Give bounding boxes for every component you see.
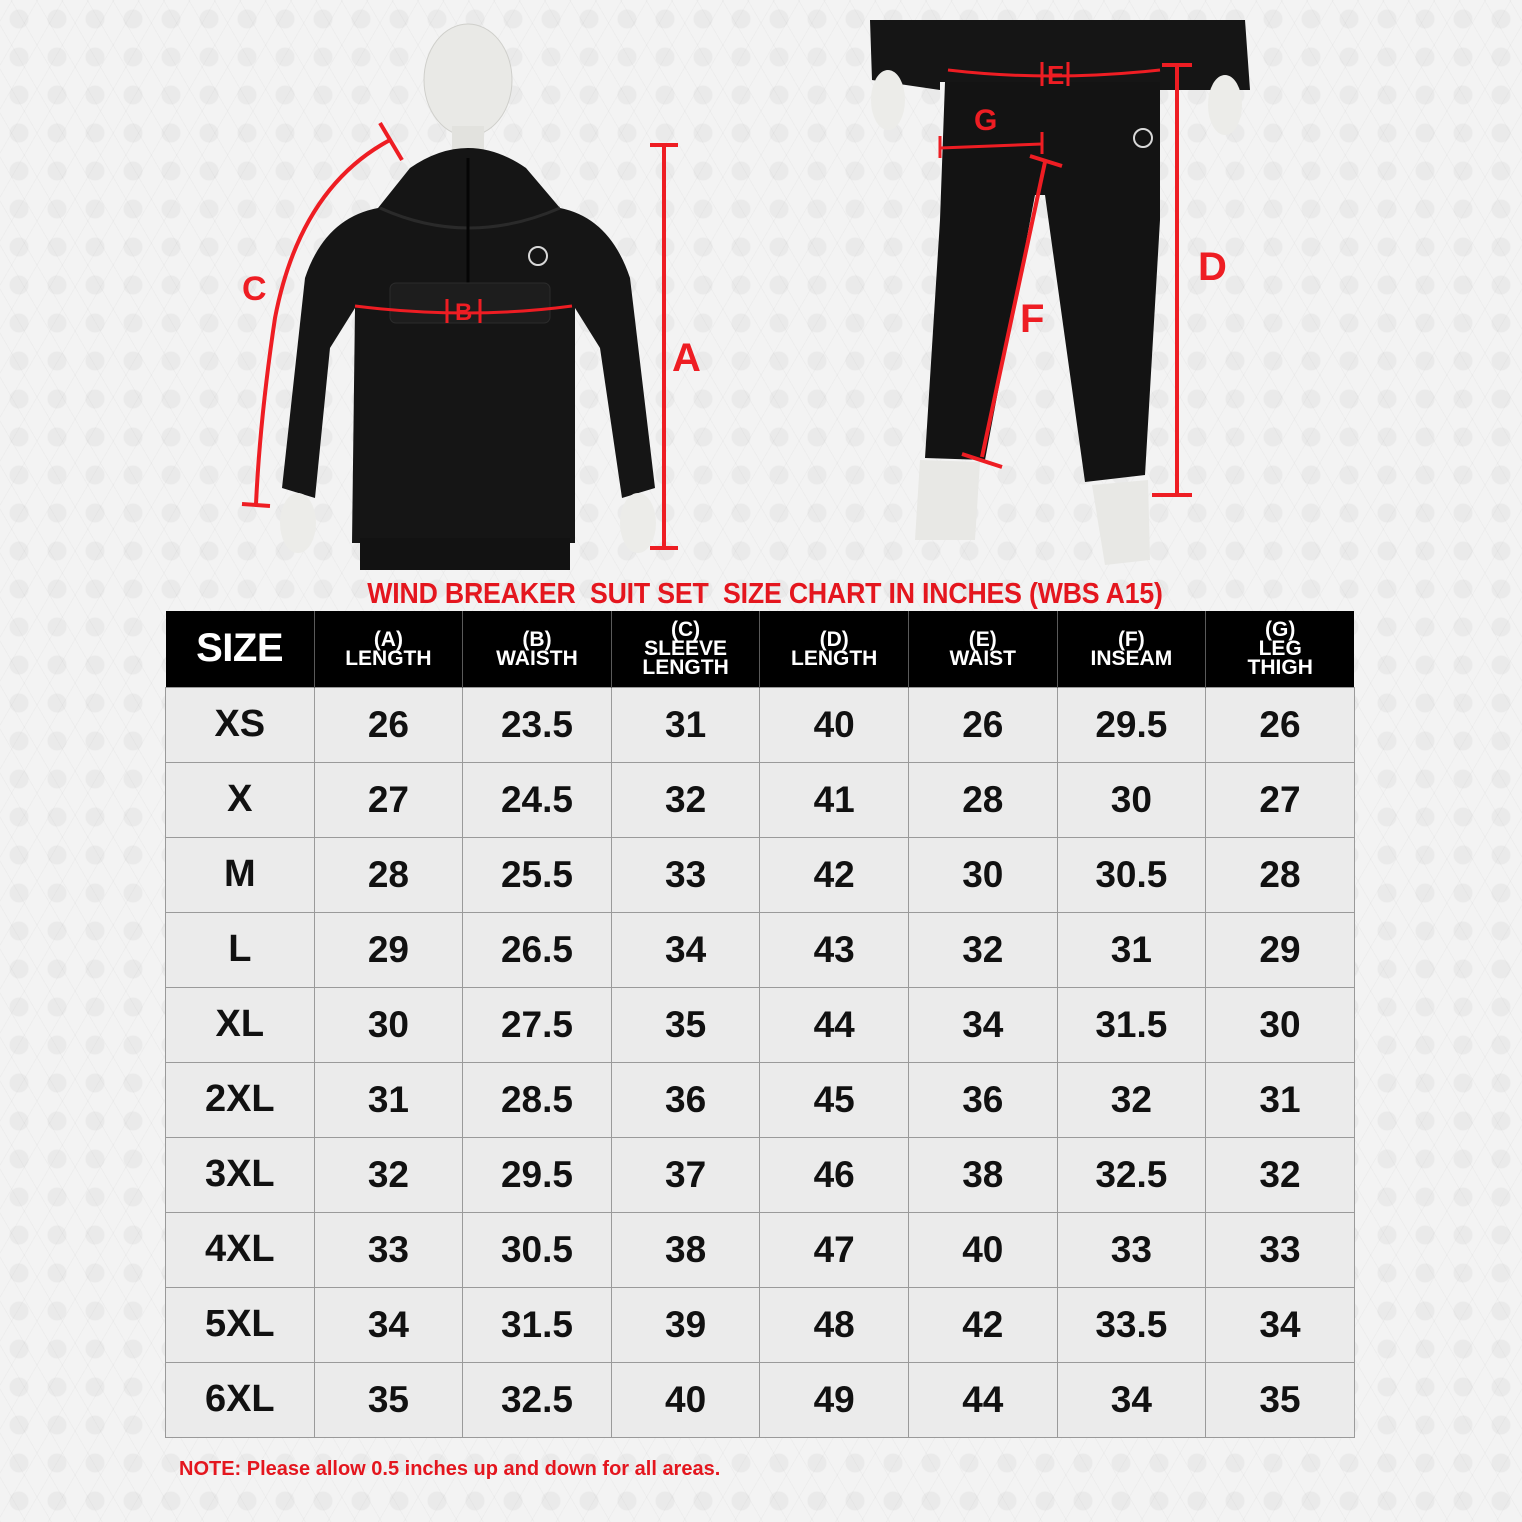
column-header <box>463 611 612 687</box>
measurement-cell: 28 <box>314 837 463 912</box>
column-header-line: WAIST <box>949 646 1017 670</box>
column-header-line: WAISTH <box>496 646 578 670</box>
size-label-cell: X <box>166 762 315 837</box>
measurement-cell: 38 <box>908 1137 1057 1212</box>
measure-e-label: E <box>1047 60 1065 90</box>
measurement-cell: 33.5 <box>1057 1287 1206 1362</box>
measurement-cell: 26.5 <box>463 912 612 987</box>
measurement-cell: 31.5 <box>1057 987 1206 1062</box>
measurement-cell: 36 <box>611 1062 760 1137</box>
measurement-cell: 23.5 <box>463 687 612 762</box>
measurement-cell: 35 <box>1206 1362 1355 1437</box>
table-row <box>166 1362 1355 1437</box>
column-header-line: (F) <box>1117 627 1145 651</box>
size-label-cell: 3XL <box>166 1137 315 1212</box>
measurement-cell: 32.5 <box>1057 1137 1206 1212</box>
column-header-line: INSEAM <box>1090 646 1173 670</box>
column-header-line: (A) <box>373 627 403 651</box>
measurement-cell: 40 <box>908 1212 1057 1287</box>
measurement-cell: 30 <box>1057 762 1206 837</box>
measurement-cell: 30 <box>314 987 463 1062</box>
measure-c-label: C <box>242 270 267 308</box>
measurement-cell: 31 <box>314 1062 463 1137</box>
measurement-cell: 31 <box>1206 1062 1355 1137</box>
measurement-cell: 32.5 <box>463 1362 612 1437</box>
table-row <box>166 1137 1355 1212</box>
measurement-cell: 26 <box>908 687 1057 762</box>
measurement-cell: 33 <box>314 1212 463 1287</box>
size-label-cell: XS <box>166 687 315 762</box>
measurement-cell: 34 <box>314 1287 463 1362</box>
measurement-cell: 34 <box>1206 1287 1355 1362</box>
column-header <box>314 611 463 687</box>
measurement-cell: 32 <box>611 762 760 837</box>
table-row <box>166 912 1355 987</box>
measurement-cell: 46 <box>760 1137 909 1212</box>
measure-f-label: F <box>1020 297 1045 341</box>
measurement-cell: 40 <box>760 687 909 762</box>
column-header-line: THIGH <box>1247 656 1313 680</box>
column-header-line: LENGTH <box>642 656 729 680</box>
measurement-cell: 47 <box>760 1212 909 1287</box>
measurement-cell: 42 <box>760 837 909 912</box>
measurement-cell: 39 <box>611 1287 760 1362</box>
column-header-line: SIZE <box>196 626 283 671</box>
table-row <box>166 762 1355 837</box>
size-chart-table <box>165 611 1355 1438</box>
measurement-cell: 45 <box>760 1062 909 1137</box>
table-row <box>166 687 1355 762</box>
measurement-cell: 29 <box>314 912 463 987</box>
measurement-cell: 42 <box>908 1287 1057 1362</box>
measurement-cell: 34 <box>611 912 760 987</box>
column-header-line: (D) <box>819 627 849 651</box>
size-label-cell: L <box>166 912 315 987</box>
size-note: NOTE: Please allow 0.5 inches up and down for all areas. <box>179 1458 721 1480</box>
measurement-cell: 24.5 <box>463 762 612 837</box>
measurement-cell: 30.5 <box>463 1212 612 1287</box>
measurement-cell: 38 <box>611 1212 760 1287</box>
measurement-cell: 33 <box>1206 1212 1355 1287</box>
measurement-cell: 35 <box>314 1362 463 1437</box>
measurement-cell: 30 <box>1206 987 1355 1062</box>
measure-d-label: D <box>1198 245 1227 289</box>
measurement-cell: 26 <box>314 687 463 762</box>
measurement-cell: 33 <box>1057 1212 1206 1287</box>
measure-a-label: A <box>672 336 701 380</box>
measurement-cell: 25.5 <box>463 837 612 912</box>
measurement-cell: 44 <box>908 1362 1057 1437</box>
pants-illustration <box>860 20 1260 570</box>
measurement-cell: 29.5 <box>1057 687 1206 762</box>
column-header-line: (G) <box>1265 618 1296 642</box>
column-header-line: LENGTH <box>791 646 878 670</box>
table-row <box>166 1287 1355 1362</box>
column-header <box>1206 611 1355 687</box>
measurement-cell: 30 <box>908 837 1057 912</box>
measurement-cell: 41 <box>760 762 909 837</box>
jacket-illustration <box>230 18 710 570</box>
size-label-cell: 5XL <box>166 1287 315 1362</box>
column-header-line: SLEEVE <box>644 637 728 661</box>
measure-g-label: G <box>974 104 998 137</box>
measurement-cell: 32 <box>1057 1062 1206 1137</box>
measurement-cell: 34 <box>1057 1362 1206 1437</box>
measurement-cell: 32 <box>1206 1137 1355 1212</box>
measurement-cell: 30.5 <box>1057 837 1206 912</box>
table-row <box>166 837 1355 912</box>
column-header <box>1057 611 1206 687</box>
measurement-cell: 31 <box>1057 912 1206 987</box>
chart-title: WIND BREAKER SUIT SET SIZE CHART IN INCHES (WBS A15) <box>367 578 1163 610</box>
measurement-cell: 27 <box>1206 762 1355 837</box>
column-header-line: (E) <box>968 627 997 651</box>
measurement-cell: 27 <box>314 762 463 837</box>
column-header-line: (C) <box>671 618 701 642</box>
column-header <box>908 611 1057 687</box>
table-body <box>166 687 1355 1437</box>
column-header <box>611 611 760 687</box>
size-label-cell: 2XL <box>166 1062 315 1137</box>
measurement-cell: 34 <box>908 987 1057 1062</box>
measurement-cell: 29.5 <box>463 1137 612 1212</box>
measurement-cell: 33 <box>611 837 760 912</box>
measurement-cell: 36 <box>908 1062 1057 1137</box>
size-label-cell: XL <box>166 987 315 1062</box>
measurement-cell: 32 <box>314 1137 463 1212</box>
size-label-cell: 4XL <box>166 1212 315 1287</box>
column-header-line: LEG <box>1258 637 1302 661</box>
column-header <box>760 611 909 687</box>
measure-b-label: B <box>455 299 473 326</box>
column-header-line: LENGTH <box>345 646 432 670</box>
measurement-cell: 26 <box>1206 687 1355 762</box>
measurement-cell: 43 <box>760 912 909 987</box>
measurement-cell: 49 <box>760 1362 909 1437</box>
measurement-cell: 28 <box>908 762 1057 837</box>
measurement-cell: 27.5 <box>463 987 612 1062</box>
measurement-cell: 44 <box>760 987 909 1062</box>
column-header-line: (B) <box>522 627 552 651</box>
table-row <box>166 1062 1355 1137</box>
size-label-cell: M <box>166 837 315 912</box>
table-row <box>166 987 1355 1062</box>
measurement-cell: 28.5 <box>463 1062 612 1137</box>
size-label-cell: 6XL <box>166 1362 315 1437</box>
measurement-cell: 28 <box>1206 837 1355 912</box>
measurement-cell: 31 <box>611 687 760 762</box>
measurement-cell: 31.5 <box>463 1287 612 1362</box>
measurement-cell: 29 <box>1206 912 1355 987</box>
measurement-cell: 35 <box>611 987 760 1062</box>
table-header-row <box>166 611 1355 687</box>
measurement-cell: 48 <box>760 1287 909 1362</box>
table-row <box>166 1212 1355 1287</box>
measurement-cell: 37 <box>611 1137 760 1212</box>
measurement-cell: 32 <box>908 912 1057 987</box>
column-header-size <box>166 611 315 687</box>
measurement-cell: 40 <box>611 1362 760 1437</box>
